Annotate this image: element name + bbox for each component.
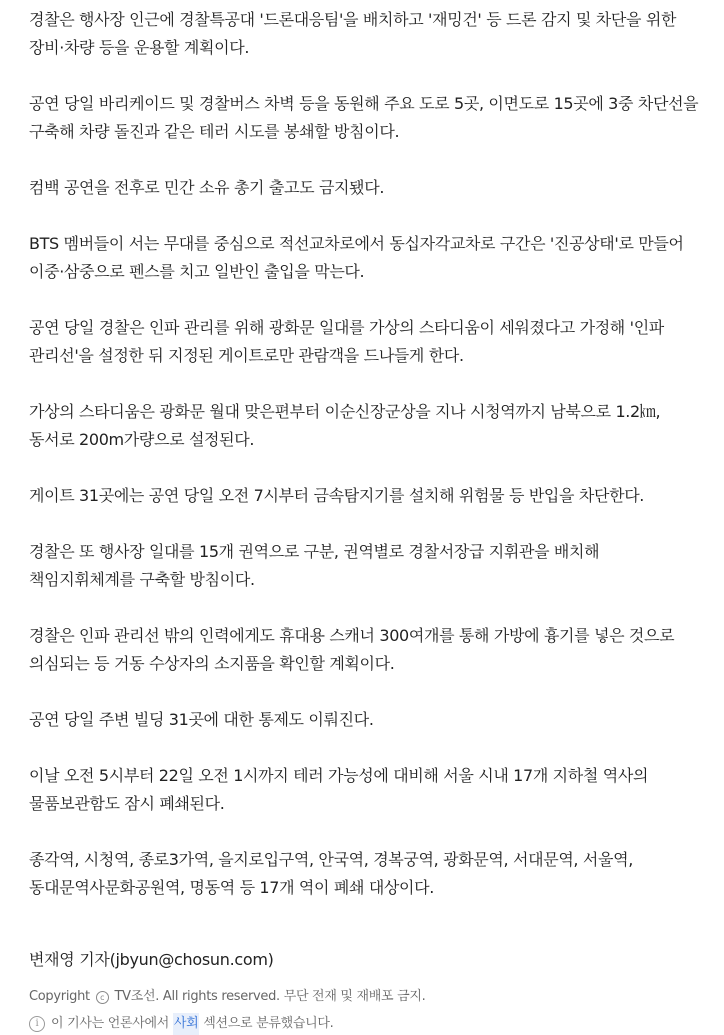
copyright-icon: c [96, 991, 109, 1004]
article-paragraph: 게이트 31곳에는 공연 당일 오전 7시부터 금속탐지기를 설치해 위험물 등 반입을 차단한다. [29, 486, 645, 505]
article-paragraph: 가상의 스타디움은 광화문 월대 맞은편부터 이순신장군상을 지나 시청역까지 남북으로 1.2㎞, 동서로 200m가량으로 설정된다. [29, 402, 661, 449]
category-note [29, 1013, 701, 1035]
article-paragraph: 종각역, 시청역, 종로3가역, 을지로입구역, 안국역, 경복궁역, 광화문역, 서대문역, 서울역, 동대문역사문화공원역, 명동역 등 17개 역이 폐쇄 대상이다. [29, 850, 633, 897]
copyright-prefix: Copyright [29, 989, 90, 1004]
article-footer [29, 986, 701, 1035]
section-link-society[interactable]: 사회 [173, 1013, 200, 1035]
article-paragraph: 공연 당일 경찰은 인파 관리를 위해 광화문 일대를 가상의 스타디움이 세워졌다고 가정해 '인파 관리선'을 설정한 뒤 지정된 게이트로만 관람객을 드나들게 한다. [29, 318, 664, 365]
article-paragraph: 공연 당일 주변 빌딩 31곳에 대한 통제도 이뤄진다. [29, 710, 374, 729]
article-paragraph: 공연 당일 바리케이드 및 경찰버스 차벽 등을 동원해 주요 도로 5곳, 이면도로 15곳에 3중 차단선을 구축해 차량 돌진과 같은 테러 시도를 봉쇄할 방침이다. [29, 94, 699, 141]
article-paragraph: 경찰은 행사장 인근에 경찰특공대 '드론대응팀'을 배치하고 '재밍건' 등 드론 감지 및 차단을 위한 장비·차량 등을 운용할 계획이다. [29, 10, 677, 57]
article-paragraph: 이날 오전 5시부터 22일 오전 1시까지 테러 가능성에 대비해 서울 시내 17개 지하철 역사의 물품보관함도 잠시 폐쇄된다. [29, 766, 649, 813]
copyright-notice [29, 986, 701, 1008]
article-body [29, 6, 701, 1035]
article-paragraph: BTS 멤버들이 서는 무대를 중심으로 적선교차로에서 동십자각교차로 구간은 '진공상태'로 만들어 이중·삼중으로 펜스를 치고 일반인 출입을 막는다. [29, 234, 684, 281]
category-prefix: 이 기사는 언론사에서 [51, 1016, 169, 1031]
category-suffix: 섹션으로 분류했습니다. [203, 1016, 334, 1031]
article-paragraph: 경찰은 또 행사장 일대를 15개 권역으로 구분, 권역별로 경찰서장급 지휘관을 배치해 책임지휘체계를 구축할 방침이다. [29, 542, 600, 589]
info-icon[interactable]: i [29, 1016, 45, 1032]
article-paragraph: 경찰은 인파 관리선 밖의 인력에게도 휴대용 스캐너 300여개를 통해 가방에 흉기를 넣은 것으로 의심되는 등 거동 수상자의 소지품을 확인할 계획이다. [29, 626, 675, 673]
article-paragraph: 컴백 공연을 전후로 민간 소유 총기 출고도 금지됐다. [29, 178, 385, 197]
byline: 변재영 기자(jbyun@chosun.com) [29, 950, 274, 969]
copyright-text: TV조선. All rights reserved. 무단 전재 및 재배포 금지. [114, 989, 426, 1004]
